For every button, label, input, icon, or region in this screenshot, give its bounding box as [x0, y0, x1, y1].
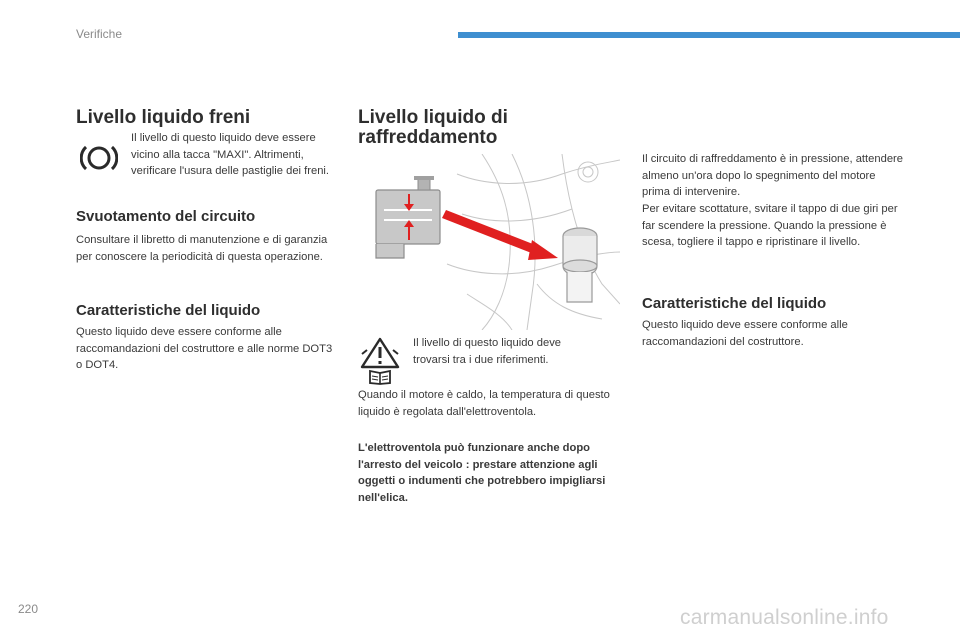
- coolant-reservoir-illustration: [362, 154, 620, 330]
- hot-engine-text: Quando il motore è caldo, la temperatura di questo liquido è regolata dall'elettroventola.: [358, 389, 610, 418]
- pressure-text-2: Per evitare scottature, svitare il tappo di due giri per far scendere la pressione. Quando la pressione è scesa, togliere il tappo e ripristinare il livello.: [642, 203, 898, 249]
- brake-warning-icon: [80, 143, 118, 173]
- page-number: 220: [18, 602, 39, 616]
- brake-spec-text: Questo liquido deve essere conforme alle raccomandazioni del costruttore e alle norme DOT3 o DOT4.: [76, 326, 333, 372]
- watermark: carmanualsonline.info: [680, 606, 889, 629]
- service-manual-warning-icon: [358, 337, 402, 385]
- pressure-text-1: Il circuito di raffreddamento è in pressione, attendere almeno un'ora dopo lo spegnimento del motore prima di intervenire.: [642, 153, 903, 199]
- drain-text: Consultare il libretto di manutenzione e di garanzia per conoscere la periodicità di questa operazione.: [76, 234, 328, 263]
- coolant-spec-text: Questo liquido deve essere conforme alle raccomandazioni del costruttore.: [642, 319, 848, 348]
- coolant-heading-line1: Livello liquido di: [358, 107, 508, 128]
- coolant-heading-line2: raffreddamento: [358, 127, 498, 148]
- brake-fluid-heading: Livello liquido freni: [76, 107, 251, 128]
- fan-warning-text: L'elettroventola può funzionare anche dopo l'arresto del veicolo : prestare attenzione agli oggetti o indumenti che potrebbero impigliarsi nell'elica.: [358, 442, 606, 504]
- coolant-spec-heading: Caratteristiche del liquido: [642, 295, 827, 312]
- brake-level-text: Il livello di questo liquido deve essere vicino alla tacca "MAXI". Altrimenti, verificare l'usura delle pastiglie dei freni.: [131, 132, 330, 178]
- coolant-level-text: Il livello di questo liquido deve trovarsi tra i due riferimenti.: [413, 337, 562, 366]
- header-accent-bar: [458, 32, 960, 38]
- brake-spec-heading: Caratteristiche del liquido: [76, 302, 261, 319]
- section-title: Verifiche: [76, 27, 123, 41]
- drain-heading: Svuotamento del circuito: [76, 208, 256, 225]
